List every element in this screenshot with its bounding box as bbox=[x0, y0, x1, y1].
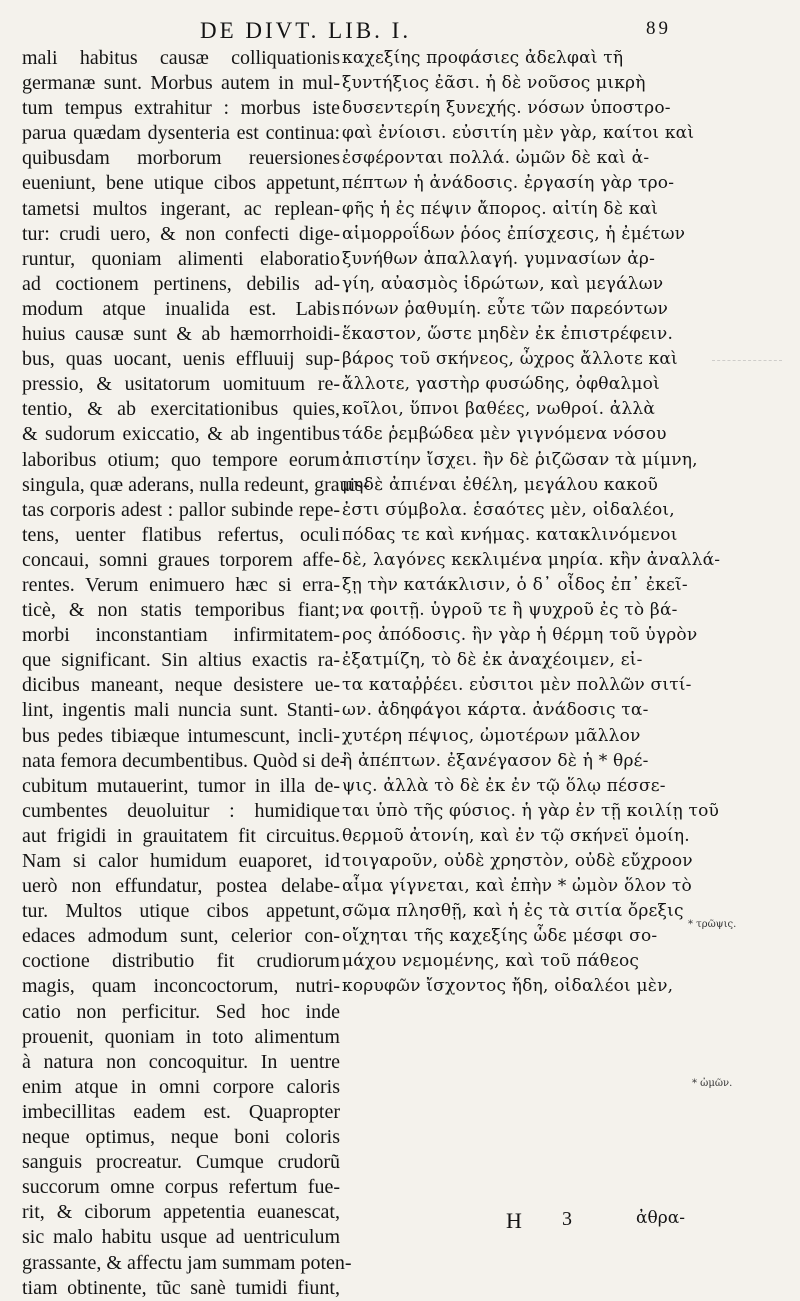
latin-text-line: laboribus otium; quo tempore eorum bbox=[22, 448, 340, 471]
latin-text-line: tiam obtinente, tũc sanè tumidi fiunt, bbox=[22, 1276, 340, 1299]
running-title: DE DIVT. LIB. I. bbox=[200, 18, 412, 43]
latin-text-line: enim atque in omni corpore caloris bbox=[22, 1075, 340, 1098]
greek-text-line: ρος ἀπόδοσις. ἢν γὰρ ἡ θέρμη τοῦ ὑγρὸν bbox=[342, 625, 698, 646]
greek-text-line: κορυφῶν ἴσχοντος ἤδη, οἰδαλέοι μὲν, bbox=[342, 976, 674, 997]
latin-text-line: catio non perficitur. Sed hoc inde bbox=[22, 1000, 340, 1023]
greek-text-line: μηδὲ ἀπιέναι ἐθέλη, μεγάλου κακοῦ bbox=[342, 474, 659, 495]
greek-text-line: ἢ ἀπέπτων. ἐξανέγασον δὲ ἡ * θρέ- bbox=[342, 750, 649, 771]
greek-text-line: ων. ἀδηφάγοι κάρτα. ἀνάδοσις τα- bbox=[342, 700, 649, 721]
latin-text-line: tur: crudi uero, & non confecti dige- bbox=[22, 222, 340, 245]
latin-text-line: eueniunt, bene utique cibos appetunt, bbox=[22, 172, 340, 195]
greek-text-line: ξυνήθων ἀπαλλαγή. γυμνασίων ἀρ- bbox=[342, 248, 656, 269]
latin-text-line: & sudorum exiccatio, & ab ingentibus bbox=[22, 423, 340, 446]
page-number: 89 bbox=[646, 18, 671, 39]
latin-text-line: ad coctionem pertinens, debilis ad- bbox=[22, 272, 340, 295]
latin-text-line: parua quædam dysenteria est continua: bbox=[22, 122, 340, 145]
greek-text-line: μάχου νεμομένης, καὶ τοῦ πάθεος bbox=[342, 951, 640, 972]
greek-text-line: καχεξίης προφάσιες ἀδελφαὶ τῆ bbox=[342, 48, 624, 68]
greek-text-line: πέπτων ἡ ἀνάδοσις. ἐργασίη γὰρ τρο- bbox=[342, 173, 675, 194]
latin-text-line: germanæ sunt. Morbus autem in mul- bbox=[22, 72, 340, 95]
latin-text-line: edaces admodum sunt, celerior con- bbox=[22, 925, 340, 948]
latin-text-line: bus pedes tibiæque intumescunt, incli- bbox=[22, 724, 340, 747]
catchword: ἀθρα- bbox=[636, 1208, 685, 1228]
greek-text-line: τάδε ῥεμβώδεα μὲν γιγνόμενα νόσου bbox=[342, 424, 667, 445]
greek-text-line: φαὶ ἐνίοισι. εὐσιτίη μὲν γὰρ, καίτοι καὶ bbox=[342, 123, 695, 144]
latin-text-line: cubitum mutauerint, tumor in illa de- bbox=[22, 774, 340, 797]
greek-text-line: βάρος τοῦ σκήνεος, ὦχρος ἄλλοτε καὶ bbox=[342, 349, 678, 370]
greek-text-line: τα καταῤῥέει. εὐσιτοι μὲν πολλῶν σιτί- bbox=[342, 675, 692, 696]
greek-text-line: θερμοῦ ἀτονίη, καὶ ἐν τῷ σκήνεϊ ὁμοίη. bbox=[342, 825, 690, 846]
latin-text-line: cumbentes deuoluitur : humidique bbox=[22, 799, 340, 822]
greek-text-line: ἀπιστίην ἴσχει. ἢν δὲ ῥιζῶσαν τὰ μίμνη, bbox=[342, 449, 698, 470]
latin-text-line: que significant. Sin altius exactis ra- bbox=[22, 649, 340, 672]
latin-text-line: rentes. Verum enimuero hæc si erra- bbox=[22, 573, 340, 596]
greek-text-line: γίη, αὐασμὸς ἱδρώτων, καὶ μεγάλων bbox=[342, 273, 664, 294]
latin-text-line: tum tempus extrahitur : morbus iste bbox=[22, 97, 340, 120]
greek-text-line: δὲ, λαγόνες κεκλιμένα μηρία. κἢν ἀναλλά- bbox=[342, 549, 721, 570]
signature-mark: H bbox=[506, 1208, 522, 1233]
greek-text-line: ἄλλοτε, γαστὴρ φυσώδης, ὀφθαλμοὶ bbox=[342, 374, 660, 395]
latin-text-line: huius causæ sunt & ab hæmorrhoidi- bbox=[22, 323, 340, 346]
latin-text-line: Nam si calor humidum euaporet, id bbox=[22, 850, 340, 872]
greek-text-line: να φοιτῇ. ὑγροῦ τε ἢ ψυχροῦ ἐς τὸ βά- bbox=[342, 600, 678, 621]
latin-text-line: pressio, & usitatorum uomituum re- bbox=[22, 373, 340, 396]
latin-text-line: imbecillitas eadem est. Quapropter bbox=[22, 1100, 340, 1123]
latin-text-line: runtur, quoniam alimenti elaboratio bbox=[22, 247, 340, 270]
latin-text-line: nata femora decumbentibus. Quòd si de- bbox=[22, 749, 347, 772]
greek-text-line: ἐξατμίζη, τὸ δὲ ἐκ ἀναχέοιμεν, εἰ- bbox=[342, 650, 643, 671]
greek-text-line: ἐσφέρονται πολλά. ὠμῶν δὲ καὶ ἀ- bbox=[342, 148, 650, 169]
latin-text-line: coctione distributio fit crudiorum bbox=[22, 950, 340, 973]
latin-text-line: sanguis procreatur. Cumque crudorũ bbox=[22, 1151, 340, 1174]
latin-text-line: aut frigidi in grauitatem fit circuitus. bbox=[22, 824, 340, 847]
greek-text-line: σῶμα πλησθῇ, καὶ ἡ ἐς τὰ σιτία ὄρεξις bbox=[342, 901, 684, 922]
signature-number: 3 bbox=[562, 1208, 572, 1230]
greek-text-line: οἴχηται τῆς καχεξίης ὧδε μέσφι σο- bbox=[342, 926, 658, 947]
greek-text-line: ἕκαστον, ὥστε μηδὲν ἐκ ἐπιστρέφειν. bbox=[342, 324, 674, 345]
greek-text-line: ἐστι σύμβολα. ἑσαότες μὲν, οἰδαλέοι, bbox=[342, 499, 675, 520]
latin-text-line: magis, quam inconcoctorum, nutri- bbox=[22, 975, 340, 998]
latin-text-line: tametsi multos ingerant, ac replean- bbox=[22, 197, 340, 220]
latin-text-line: neque optimus, neque boni coloris bbox=[22, 1126, 340, 1149]
latin-text-line: rit, & ciborum appetentia euanescat, bbox=[22, 1201, 340, 1224]
greek-text-line: δυσεντερίη ξυνεχής. νόσων ὑποστρο- bbox=[342, 98, 671, 119]
margin-note: * τρῶψις. bbox=[688, 919, 737, 930]
latin-column bbox=[22, 46, 370, 1301]
latin-text-line: à natura non concoquitur. In uentre bbox=[22, 1050, 340, 1073]
running-header bbox=[200, 18, 800, 48]
greek-text-line: φῆς ἡ ἐς πέψιν ἄπορος. αἰτίη δὲ καὶ bbox=[342, 198, 659, 219]
latin-text-line: tas corporis adest : pallor subinde repe- bbox=[22, 498, 340, 521]
greek-text-line: ξῃ τὴν κατάκλισιν, ὁ δ᾽ οἶδος ἐπ᾽ ἐκεῖ- bbox=[342, 574, 688, 595]
greek-text-line: πόνων ῥαθυμίη. εὖτε τῶν παρεόντων bbox=[342, 298, 669, 319]
greek-text-line: κοῖλοι, ὕπνοι βαθέες, νωθροί. ἀλλὰ bbox=[342, 399, 656, 420]
latin-text-line: singula, quæ aderans, nulla redeunt, grauis- bbox=[22, 473, 370, 496]
show-through-ornament bbox=[712, 360, 782, 371]
latin-text-line: dicibus maneant, neque desistere ue- bbox=[22, 674, 340, 697]
greek-text-line: ψις. ἀλλὰ τὸ δὲ ἐκ ἐν τῷ ὅλῳ πέσσε- bbox=[342, 775, 666, 796]
greek-text-line: τοιγαροῦν, οὐδὲ χρηστὸν, οὐδὲ εὔχροον bbox=[342, 851, 693, 871]
latin-text-line: succorum omne corpus refertum fue- bbox=[22, 1176, 340, 1199]
latin-text-line: concaui, somni graues torporem affe- bbox=[22, 548, 340, 571]
greek-text-line: χυτέρη πέψιος, ὠμοτέρων μᾶλλον bbox=[342, 725, 641, 746]
latin-text-line: lint, ingentis mali nuncia sunt. Stanti- bbox=[22, 699, 340, 722]
margin-note: * ὠμῶν. bbox=[692, 1078, 733, 1089]
latin-text-line: prouenit, quoniam in toto alimentum bbox=[22, 1025, 340, 1048]
greek-text-line: ται ὑπὸ τῆς φύσιος. ἡ γὰρ ἐν τῇ κοιλίῃ τοῦ bbox=[342, 800, 720, 821]
latin-text-line: tentio, & ab exercitationibus quies, bbox=[22, 398, 340, 421]
latin-text-line: morbi inconstantiam infirmitatem- bbox=[22, 624, 340, 647]
greek-text-line: αἱμορροΐδων ῥόος ἐπίσχεσις, ἡ ἐμέτων bbox=[342, 223, 686, 244]
latin-text-line: grassante, & affectu jam summam poten- bbox=[22, 1251, 352, 1274]
latin-text-line: uerò non effundatur, postea delabe- bbox=[22, 875, 340, 898]
greek-text-line: πόδας τε καὶ κνήμας. κατακλινόμενοι bbox=[342, 524, 678, 545]
latin-text-line: mali habitus causæ colliquationis bbox=[22, 47, 340, 69]
greek-text-line: αἷμα γίγνεται, καὶ ἐπὴν * ὠμὸν ὅλον τὸ bbox=[342, 876, 692, 897]
latin-text-line: tens, uenter flatibus refertus, oculi bbox=[22, 523, 340, 546]
latin-text-line: bus, quas uocant, uenis effluuij sup- bbox=[22, 348, 340, 371]
latin-text-line: ticè, & non statis temporibus fiant; bbox=[22, 599, 340, 622]
latin-text-line: quibusdam morborum reuersiones bbox=[22, 147, 340, 170]
latin-text-line: tur. Multos utique cibos appetunt, bbox=[22, 900, 340, 923]
latin-text-line: sic malo habitu usque ad uentriculum bbox=[22, 1226, 340, 1249]
latin-text-line: modum atque inualida est. Labis bbox=[22, 297, 340, 320]
greek-text-line: ξυντήξιος ἐᾶσι. ἡ δὲ νοῦσος μικρὴ bbox=[342, 73, 646, 94]
